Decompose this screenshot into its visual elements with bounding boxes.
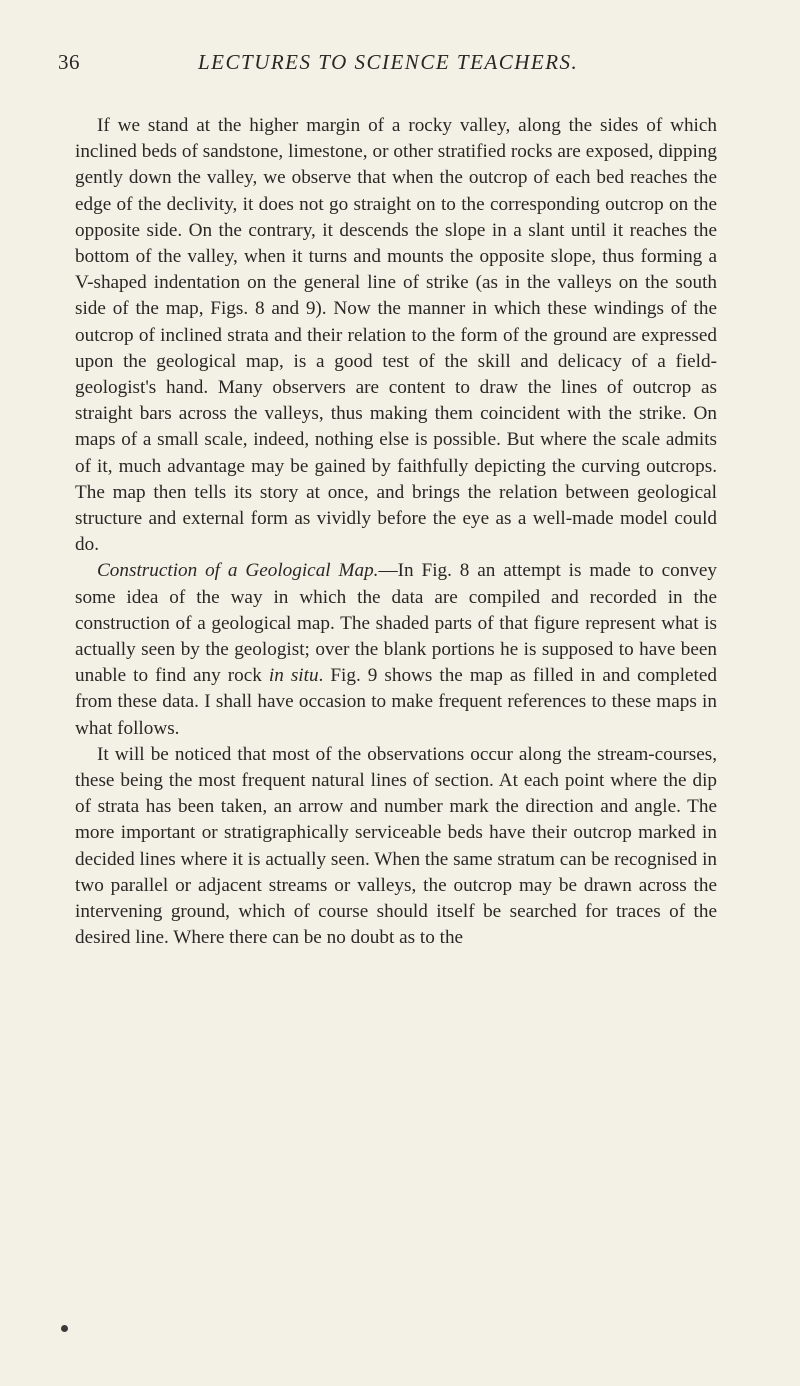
page-number: 36	[58, 50, 80, 74]
italic-term: in situ	[268, 665, 319, 687]
running-title: LECTURES TO SCIENCE TEACHERS.	[198, 50, 579, 74]
running-head	[58, 50, 698, 80]
paragraph: It will be noticed that most of the observations occur along the stream-courses, these being the most frequent natural lines of section. At each point where the dip of strata has been taken, an arrow and number mark the direction and angle. The more important or stratigraphically serviceable beds have their outcrop marked in decided lines where it is actually seen. When the same stratum can be recognised in two parallel or adjacent streams or valleys, the outcrop may be drawn across the intervening ground, which of course should itself be searched for traces of the desired line. Where there can be no doubt as to the	[75, 743, 717, 949]
margin-dot	[61, 1325, 68, 1332]
paragraph: If we stand at the higher margin of a rocky valley, along the sides of which inclined beds of sandstone, limestone, or other stratified rocks are exposed, dipping gently down the valley, we observe that when the outcrop of each bed reaches the edge of the declivity, it does not go straight on to the corresponding outcrop on the opposite side. On the contrary, it descends the slope in a slant until it reaches the bottom of the valley, when it turns and mounts the opposite slope, thus forming a V-shaped indentation on the general line of strike (as in the valleys on the south side of the map, Figs. 8 and 9). Now the manner in which these windings of the outcrop of inclined strata and their relation to the form of the ground are expressed upon the geological map, is a good test of the skill and delicacy of a field-geologist's hand. Many observers are content to draw the lines of outcrop as straight bars across the valleys, thus making them coincident with the strike. On maps of a small scale, indeed, nothing else is possible. But where the scale admits of it, much advantage may be gained by faithfully depicting the curving outcrops. The map then tells its story at once, and brings the relation between geological structure and external form as vividly before the eye as a well-made model could do.	[75, 115, 717, 556]
paragraph	[75, 558, 717, 741]
section-heading: Construction of a Geological Map.	[97, 560, 379, 582]
paragraph-text: —In Fig. 8 an attempt is made to convey some idea of the way in which the data are compiled and recorded in the construction of a geological map. The shaded parts of that figure represent what is actually seen by the geologist; over the blank portions he is supposed to have been unable to find any rock	[75, 560, 717, 687]
paragraph-text: . Fig. 9 shows the map as filled in and completed from these data. I shall have occasion to make frequent references to these maps in what follows.	[75, 665, 717, 739]
body-text	[75, 113, 717, 952]
